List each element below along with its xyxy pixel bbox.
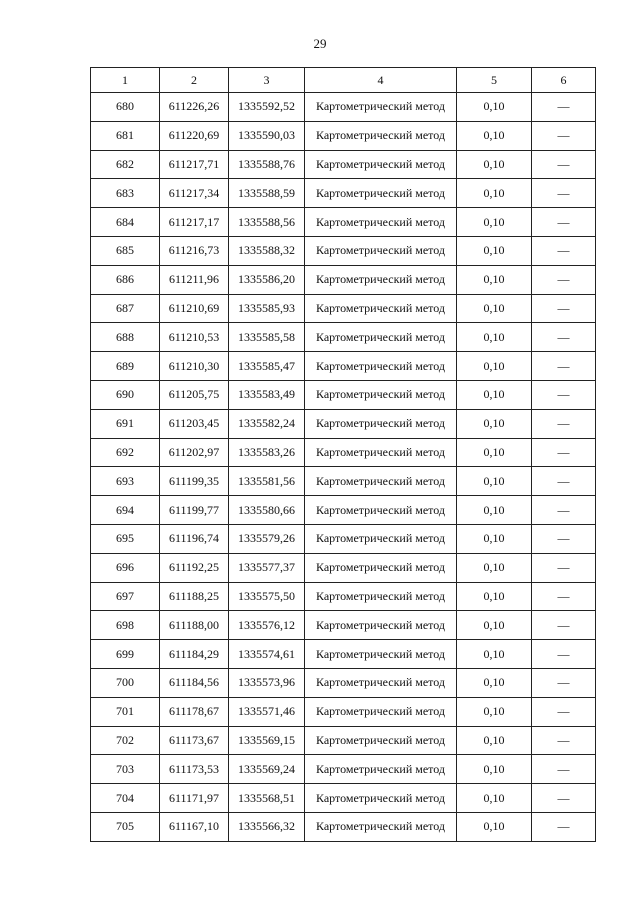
y-coordinate-cell: 1335566,32	[229, 812, 305, 841]
table-row	[91, 553, 596, 582]
y-coordinate-cell: 1335588,56	[229, 208, 305, 237]
point-number-cell: 685	[91, 236, 160, 265]
note-cell: —	[532, 496, 596, 525]
note-cell: —	[532, 294, 596, 323]
note-cell: —	[532, 582, 596, 611]
accuracy-cell: 0,10	[457, 496, 532, 525]
method-cell: Картометрический метод	[305, 438, 457, 467]
method-cell: Картометрический метод	[305, 93, 457, 122]
table-row	[91, 697, 596, 726]
accuracy-cell: 0,10	[457, 524, 532, 553]
point-number-cell: 686	[91, 265, 160, 294]
y-coordinate-cell: 1335577,37	[229, 553, 305, 582]
method-cell: Картометрический метод	[305, 352, 457, 381]
x-coordinate-cell: 611171,97	[160, 784, 229, 813]
x-coordinate-cell: 611184,29	[160, 640, 229, 669]
method-cell: Картометрический метод	[305, 121, 457, 150]
table-row	[91, 438, 596, 467]
table-header	[91, 68, 596, 93]
x-coordinate-cell: 611199,77	[160, 496, 229, 525]
column-header: 1	[91, 68, 160, 93]
accuracy-cell: 0,10	[457, 726, 532, 755]
x-coordinate-cell: 611188,00	[160, 611, 229, 640]
point-number-cell: 696	[91, 553, 160, 582]
method-cell: Картометрический метод	[305, 697, 457, 726]
point-number-cell: 703	[91, 755, 160, 784]
column-header: 4	[305, 68, 457, 93]
note-cell: —	[532, 553, 596, 582]
note-cell: —	[532, 784, 596, 813]
x-coordinate-cell: 611210,30	[160, 352, 229, 381]
table-row	[91, 208, 596, 237]
note-cell: —	[532, 208, 596, 237]
point-number-cell: 702	[91, 726, 160, 755]
method-cell: Картометрический метод	[305, 323, 457, 352]
method-cell: Картометрический метод	[305, 265, 457, 294]
point-number-cell: 683	[91, 179, 160, 208]
y-coordinate-cell: 1335583,26	[229, 438, 305, 467]
y-coordinate-cell: 1335573,96	[229, 668, 305, 697]
note-cell: —	[532, 179, 596, 208]
table-row	[91, 496, 596, 525]
table-row	[91, 323, 596, 352]
point-number-cell: 697	[91, 582, 160, 611]
y-coordinate-cell: 1335569,24	[229, 755, 305, 784]
accuracy-cell: 0,10	[457, 467, 532, 496]
note-cell: —	[532, 352, 596, 381]
method-cell: Картометрический метод	[305, 582, 457, 611]
y-coordinate-cell: 1335581,56	[229, 467, 305, 496]
accuracy-cell: 0,10	[457, 611, 532, 640]
method-cell: Картометрический метод	[305, 150, 457, 179]
y-coordinate-cell: 1335586,20	[229, 265, 305, 294]
x-coordinate-cell: 611217,71	[160, 150, 229, 179]
accuracy-cell: 0,10	[457, 352, 532, 381]
y-coordinate-cell: 1335588,76	[229, 150, 305, 179]
y-coordinate-cell: 1335575,50	[229, 582, 305, 611]
point-number-cell: 687	[91, 294, 160, 323]
x-coordinate-cell: 611202,97	[160, 438, 229, 467]
accuracy-cell: 0,10	[457, 812, 532, 841]
accuracy-cell: 0,10	[457, 582, 532, 611]
method-cell: Картометрический метод	[305, 668, 457, 697]
accuracy-cell: 0,10	[457, 755, 532, 784]
method-cell: Картометрический метод	[305, 726, 457, 755]
x-coordinate-cell: 611199,35	[160, 467, 229, 496]
accuracy-cell: 0,10	[457, 784, 532, 813]
method-cell: Картометрический метод	[305, 208, 457, 237]
table-row	[91, 640, 596, 669]
table-row	[91, 150, 596, 179]
x-coordinate-cell: 611220,69	[160, 121, 229, 150]
table-row	[91, 265, 596, 294]
note-cell: —	[532, 409, 596, 438]
note-cell: —	[532, 236, 596, 265]
table-row	[91, 409, 596, 438]
method-cell: Картометрический метод	[305, 236, 457, 265]
table-row	[91, 294, 596, 323]
accuracy-cell: 0,10	[457, 265, 532, 294]
table-row	[91, 380, 596, 409]
note-cell: —	[532, 93, 596, 122]
point-number-cell: 704	[91, 784, 160, 813]
note-cell: —	[532, 150, 596, 179]
x-coordinate-cell: 611173,67	[160, 726, 229, 755]
x-coordinate-cell: 611167,10	[160, 812, 229, 841]
y-coordinate-cell: 1335588,32	[229, 236, 305, 265]
note-cell: —	[532, 467, 596, 496]
accuracy-cell: 0,10	[457, 380, 532, 409]
method-cell: Картометрический метод	[305, 611, 457, 640]
point-number-cell: 700	[91, 668, 160, 697]
point-number-cell: 692	[91, 438, 160, 467]
y-coordinate-cell: 1335579,26	[229, 524, 305, 553]
accuracy-cell: 0,10	[457, 150, 532, 179]
x-coordinate-cell: 611217,17	[160, 208, 229, 237]
note-cell: —	[532, 668, 596, 697]
table-row	[91, 784, 596, 813]
method-cell: Картометрический метод	[305, 294, 457, 323]
x-coordinate-cell: 611203,45	[160, 409, 229, 438]
y-coordinate-cell: 1335585,93	[229, 294, 305, 323]
y-coordinate-cell: 1335588,59	[229, 179, 305, 208]
table-row	[91, 668, 596, 697]
table-row	[91, 352, 596, 381]
x-coordinate-cell: 611196,74	[160, 524, 229, 553]
note-cell: —	[532, 524, 596, 553]
accuracy-cell: 0,10	[457, 323, 532, 352]
table-row	[91, 93, 596, 122]
y-coordinate-cell: 1335585,47	[229, 352, 305, 381]
method-cell: Картометрический метод	[305, 409, 457, 438]
point-number-cell: 701	[91, 697, 160, 726]
table-row	[91, 467, 596, 496]
method-cell: Картометрический метод	[305, 179, 457, 208]
table-row	[91, 582, 596, 611]
accuracy-cell: 0,10	[457, 640, 532, 669]
y-coordinate-cell: 1335590,03	[229, 121, 305, 150]
point-number-cell: 681	[91, 121, 160, 150]
method-cell: Картометрический метод	[305, 812, 457, 841]
note-cell: —	[532, 755, 596, 784]
method-cell: Картометрический метод	[305, 496, 457, 525]
point-number-cell: 688	[91, 323, 160, 352]
table-row	[91, 755, 596, 784]
x-coordinate-cell: 611178,67	[160, 697, 229, 726]
x-coordinate-cell: 611173,53	[160, 755, 229, 784]
table-row	[91, 726, 596, 755]
y-coordinate-cell: 1335569,15	[229, 726, 305, 755]
x-coordinate-cell: 611192,25	[160, 553, 229, 582]
note-cell: —	[532, 611, 596, 640]
y-coordinate-cell: 1335571,46	[229, 697, 305, 726]
column-header: 5	[457, 68, 532, 93]
accuracy-cell: 0,10	[457, 179, 532, 208]
x-coordinate-cell: 611188,25	[160, 582, 229, 611]
accuracy-cell: 0,10	[457, 93, 532, 122]
point-number-cell: 693	[91, 467, 160, 496]
table-row	[91, 812, 596, 841]
y-coordinate-cell: 1335576,12	[229, 611, 305, 640]
point-number-cell: 689	[91, 352, 160, 381]
note-cell: —	[532, 380, 596, 409]
accuracy-cell: 0,10	[457, 208, 532, 237]
x-coordinate-cell: 611210,69	[160, 294, 229, 323]
y-coordinate-cell: 1335568,51	[229, 784, 305, 813]
column-header: 6	[532, 68, 596, 93]
method-cell: Картометрический метод	[305, 524, 457, 553]
point-number-cell: 695	[91, 524, 160, 553]
y-coordinate-cell: 1335580,66	[229, 496, 305, 525]
accuracy-cell: 0,10	[457, 409, 532, 438]
table-row	[91, 611, 596, 640]
point-number-cell: 694	[91, 496, 160, 525]
point-number-cell: 680	[91, 93, 160, 122]
x-coordinate-cell: 611205,75	[160, 380, 229, 409]
y-coordinate-cell: 1335583,49	[229, 380, 305, 409]
x-coordinate-cell: 611184,56	[160, 668, 229, 697]
note-cell: —	[532, 121, 596, 150]
table-row	[91, 179, 596, 208]
x-coordinate-cell: 611216,73	[160, 236, 229, 265]
accuracy-cell: 0,10	[457, 553, 532, 582]
page-number: 29	[313, 36, 327, 51]
accuracy-cell: 0,10	[457, 438, 532, 467]
note-cell: —	[532, 640, 596, 669]
accuracy-cell: 0,10	[457, 294, 532, 323]
method-cell: Картометрический метод	[305, 640, 457, 669]
table-body	[91, 93, 596, 842]
point-number-cell: 682	[91, 150, 160, 179]
note-cell: —	[532, 438, 596, 467]
point-number-cell: 699	[91, 640, 160, 669]
method-cell: Картометрический метод	[305, 553, 457, 582]
note-cell: —	[532, 323, 596, 352]
note-cell: —	[532, 697, 596, 726]
table-row	[91, 524, 596, 553]
method-cell: Картометрический метод	[305, 755, 457, 784]
note-cell: —	[532, 726, 596, 755]
x-coordinate-cell: 611211,96	[160, 265, 229, 294]
point-number-cell: 684	[91, 208, 160, 237]
method-cell: Картометрический метод	[305, 784, 457, 813]
note-cell: —	[532, 265, 596, 294]
table-row	[91, 121, 596, 150]
point-number-cell: 705	[91, 812, 160, 841]
x-coordinate-cell: 611217,34	[160, 179, 229, 208]
x-coordinate-cell: 611210,53	[160, 323, 229, 352]
coordinates-table	[90, 67, 596, 842]
column-header: 2	[160, 68, 229, 93]
column-header: 3	[229, 68, 305, 93]
accuracy-cell: 0,10	[457, 697, 532, 726]
y-coordinate-cell: 1335585,58	[229, 323, 305, 352]
point-number-cell: 690	[91, 380, 160, 409]
table-row	[91, 236, 596, 265]
y-coordinate-cell: 1335574,61	[229, 640, 305, 669]
note-cell: —	[532, 812, 596, 841]
point-number-cell: 698	[91, 611, 160, 640]
y-coordinate-cell: 1335592,52	[229, 93, 305, 122]
header-row	[91, 68, 596, 93]
y-coordinate-cell: 1335582,24	[229, 409, 305, 438]
accuracy-cell: 0,10	[457, 121, 532, 150]
method-cell: Картометрический метод	[305, 380, 457, 409]
accuracy-cell: 0,10	[457, 236, 532, 265]
x-coordinate-cell: 611226,26	[160, 93, 229, 122]
accuracy-cell: 0,10	[457, 668, 532, 697]
point-number-cell: 691	[91, 409, 160, 438]
method-cell: Картометрический метод	[305, 467, 457, 496]
